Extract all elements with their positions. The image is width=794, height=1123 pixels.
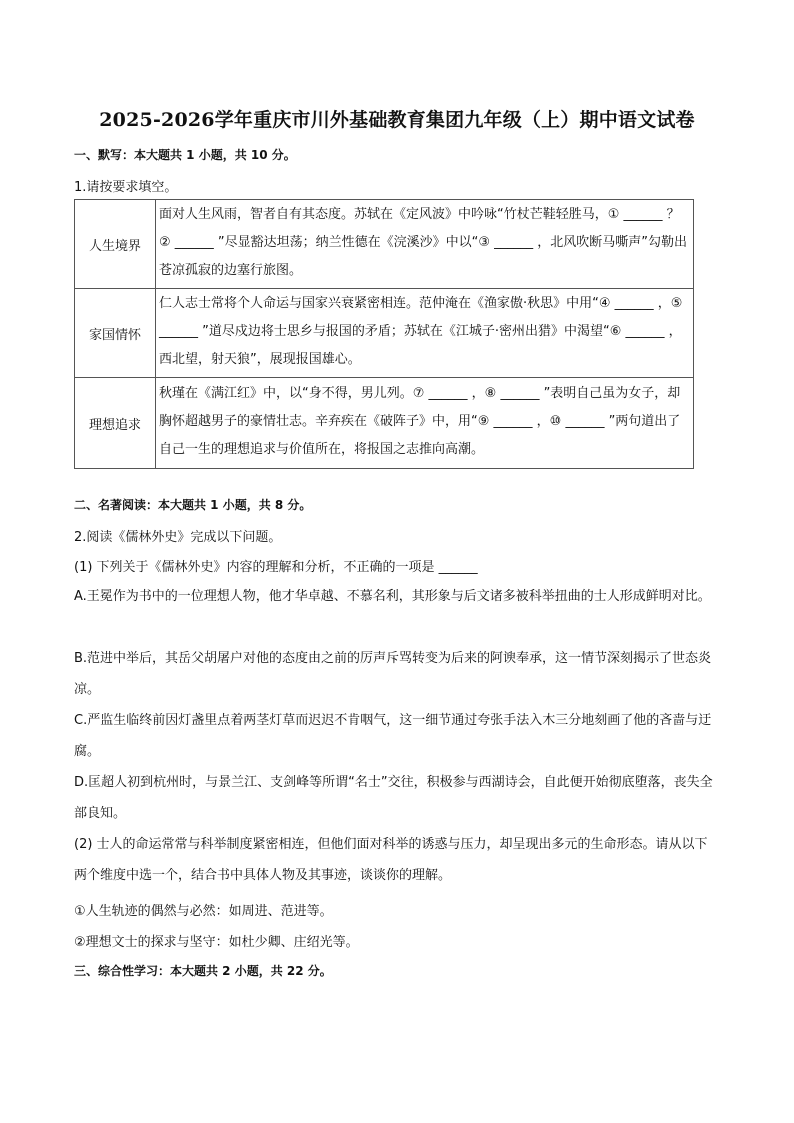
- question-2-prompt: 2.阅读《儒林外史》完成以下问题。: [74, 530, 282, 545]
- table-text-cell: 面对人生风雨，智者自有其态度。苏轼在《定风波》中吟咏“竹杖芒鞋轻胜马，① ______ ？② ______ ”尽显豁达坦荡；纳兰性德在《浣溪沙》中以“③ ______ ，北风吹断马嘶声”勾勒出苍凉孤寂的边塞行旅图。: [156, 200, 694, 289]
- table-row: [75, 378, 694, 469]
- option-a: A.王冕作为书中的一位理想人物，他才华卓越、不慕名利，其形象与后文诸多被科举扭曲的士人形成鲜明对比。: [74, 589, 711, 604]
- table-category-cell: 家国情怀: [75, 289, 156, 378]
- section-heading-1: 一、默写：本大题共 1 小题，共 10 分。: [74, 148, 296, 162]
- fill-in-table: [74, 199, 694, 469]
- option-c: C.严监生临终前因灯盏里点着两茎灯草而迟迟不肯咽气，这一细节通过夸张手法入木三分地刻画了他的吝啬与迂腐。: [74, 713, 712, 759]
- question-1-prompt: 1.请按要求填空。: [74, 180, 178, 195]
- section-heading-3: 三、综合性学习：本大题共 2 小题，共 22 分。: [74, 964, 332, 978]
- table-category-cell: 人生境界: [75, 200, 156, 289]
- subquestion-2: (2) 士人的命运常常与科举制度紧密相连，但他们面对科举的诱惑与压力，却呈现出多元的生命形态。请从以下两个维度中选一个，结合书中具体人物及其事迹，谈谈你的理解。: [74, 837, 708, 883]
- option-b: B.范进中举后，其岳父胡屠户对他的态度由之前的厉声斥骂转变为后来的阿谀奉承，这一情节深刻揭示了世态炎凉。: [74, 651, 712, 697]
- subquestion-1: (1) 下列关于《儒林外史》内容的理解和分析，不正确的一项是 ______: [74, 560, 478, 575]
- table-text-cell: 仁人志士常将个人命运与国家兴衰紧密相连。范仲淹在《渔家傲·秋思》中用“④ ______ ，⑤ ______ ”道尽戍边将士思乡与报国的矛盾；苏轼在《江城子·密州出猎》中渴望“⑥ ______ ，西北望，射天狼”，展现报国雄心。: [156, 289, 694, 378]
- dimension-2: ②理想文士的探求与坚守：如杜少卿、庄绍光等。: [74, 935, 359, 950]
- section-heading-2: 二、名著阅读：本大题共 1 小题，共 8 分。: [74, 498, 312, 512]
- table-category-cell: 理想追求: [75, 378, 156, 469]
- page-title: 2025-2026学年重庆市川外基础教育集团九年级（上）期中语文试卷: [99, 109, 695, 131]
- table-row: [75, 200, 694, 289]
- dimension-1: ①人生轨迹的偶然与必然：如周进、范进等。: [74, 904, 333, 919]
- table-row: [75, 289, 694, 378]
- option-d: D.匡超人初到杭州时，与景兰江、支剑峰等所谓“名士”交往，积极参与西湖诗会，自此便开始彻底堕落，丧失全部良知。: [74, 775, 713, 821]
- table-text-cell: 秋瑾在《满江红》中，以“身不得，男儿列。⑦ ______ ，⑧ ______ ”表明自己虽为女子，却胸怀超越男子的豪情壮志。辛弃疾在《破阵子》中，用“⑨ ______ ，⑩ ______ ”两句道出了自己一生的理想追求与价值所在，将报国之志推向高潮。: [156, 378, 694, 469]
